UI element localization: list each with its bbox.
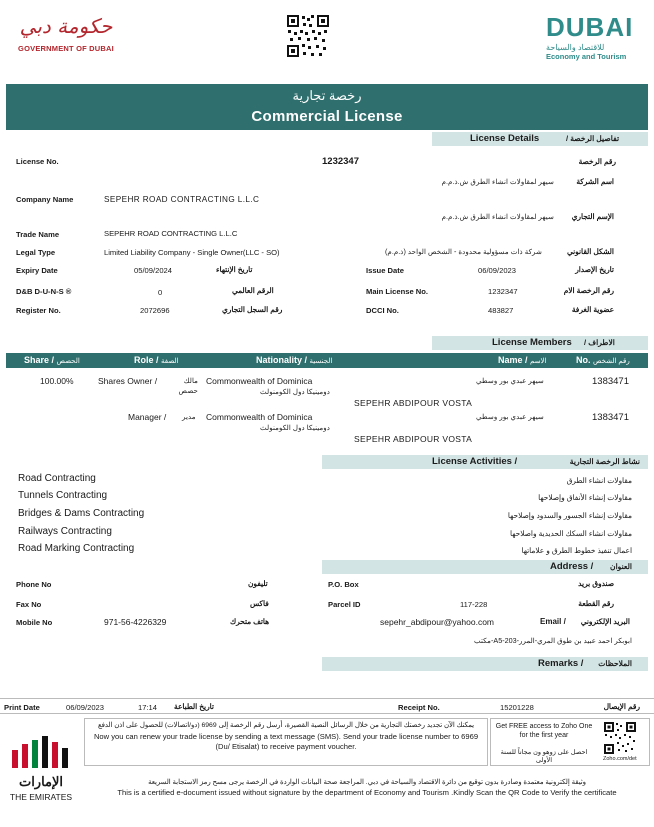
- legal-type-label: Legal Type: [16, 248, 56, 257]
- dcci-no-value: 483827: [488, 306, 514, 315]
- address-bar-ar: العنوان: [610, 562, 632, 571]
- member-share: 100.00%: [40, 376, 74, 386]
- mobile-label: Mobile No: [16, 618, 53, 627]
- government-of-dubai-logo: [6, 14, 126, 62]
- license-details-bar-ar: / تفاصيل الرخصة: [566, 134, 620, 143]
- title-arabic: رخصة تجارية: [292, 88, 362, 103]
- license-members-bar-ar: / الاطراف: [584, 338, 615, 347]
- member-nationality: Commonwealth of Dominica: [206, 412, 313, 422]
- det-logo-brand: DUBAI: [546, 12, 634, 42]
- issue-date-value: 06/09/2023: [478, 266, 517, 275]
- trade-name-value: SEPEHR ROAD CONTRACTING L.L.C: [104, 229, 238, 238]
- activity-ar: مقاولات إنشاء الأنفاق وإصلاحها: [538, 493, 632, 502]
- trade-name-ar-value: سيهر لمقاولات انشاء الطرق ش.ذ.م.م: [441, 212, 554, 221]
- receipt-label: Receipt No.: [398, 703, 440, 712]
- the-emirates-logo: [4, 736, 78, 814]
- license-no-value: 1232347: [322, 156, 359, 167]
- activity-en: Tunnels Contracting: [18, 490, 108, 501]
- dcci-no-label: DCCI No.: [366, 306, 399, 315]
- license-activities-bar-ar: نشاط الرخصة التجارية: [569, 457, 640, 466]
- member-no: 1383471: [592, 376, 629, 387]
- zoho-offer[interactable]: [490, 718, 650, 766]
- pobox-label: P.O. Box: [328, 580, 359, 589]
- zoho-qr-code-icon[interactable]: [603, 721, 637, 755]
- col-share: Share /: [24, 355, 55, 365]
- gov-logo-arabic: حكومة دبي: [19, 14, 113, 38]
- issue-date-label-ar: تاريخ الإصدار: [575, 265, 614, 274]
- license-activities-bar-en: License Activities /: [432, 456, 518, 467]
- phone-label: Phone No: [16, 580, 52, 589]
- emirates-bars-icon: [10, 736, 70, 770]
- qr-code-top[interactable]: [286, 14, 330, 58]
- title-english: Commercial License: [251, 108, 403, 125]
- register-no-label-ar: رقم السجل التجاري: [222, 305, 283, 314]
- member-role: Shares Owner /: [98, 376, 158, 386]
- main-license-value: 1232347: [488, 287, 518, 296]
- main-license-label: Main License No.: [366, 287, 429, 296]
- fax-label-ar: فاكس: [250, 599, 269, 608]
- email-label: Email /: [540, 617, 566, 626]
- sms-notice-en: Now you can renew your trade license by sending a text message (SMS). Send your trade license number to 6969 (Du/ Etisalat) to receive payment voucher.: [93, 732, 479, 751]
- activity-en: Road Marking Contracting: [18, 543, 135, 554]
- col-name-ar: الاسم: [530, 358, 547, 365]
- legal-type-value: Limited Liability Company - Single Owner(LLC - SO): [104, 248, 280, 257]
- det-logo-arabic: للاقتصاد والسياحة: [546, 43, 605, 52]
- member-name: SEPEHR ABDIPOUR VOSTA: [354, 434, 473, 444]
- address-ar-value: ابوبكر احمد عبيد بن طوق المري-المرر-203-A5-مكتب: [473, 636, 632, 645]
- duns-label: D&B D-U-N-S ®: [16, 287, 72, 296]
- parcel-id-label-ar: رقم القطعة: [578, 599, 614, 608]
- issue-date-label: Issue Date: [366, 266, 404, 275]
- print-date-value: 06/09/2023: [66, 703, 105, 712]
- member-role-ar: مالك حصص: [178, 376, 198, 395]
- sms-notice: [84, 718, 488, 766]
- expiry-date-value: 05/09/2024: [134, 266, 173, 275]
- dcci-no-label-ar: عضوية الغرفة: [571, 305, 614, 314]
- table-row: [6, 408, 648, 448]
- license-no-label: License No.: [16, 157, 59, 166]
- legal-type-ar-value: شركة ذات مسؤولية محدودة - الشخص الواحد (ذ.م.م): [385, 247, 542, 256]
- phone-label-ar: تليفون: [248, 579, 268, 588]
- trade-name-label-ar: الإسم التجاري: [571, 212, 614, 221]
- member-no: 1383471: [592, 412, 629, 423]
- license-details-bar-en: License Details: [470, 133, 540, 144]
- certification-ar: وثيقة إلكترونية معتمدة وصادرة بدون توقيع من دائرة الاقتصاد والسياحة في دبي. المراجعة صحة البيانات الواردة في الرخصة يرجى مسح رمز الاستجابة السريعة: [148, 779, 586, 786]
- expiry-date-label-ar: تاريخ الإنتهاء: [216, 265, 253, 274]
- zoho-offer-ar: احصل على زوهو ون مجاناً للسنة الأولى: [500, 749, 588, 764]
- activity-ar: اعمال تنفيذ خطوط الطرق و علاماتها: [521, 546, 632, 555]
- col-name: Name /: [498, 355, 528, 365]
- member-nationality: Commonwealth of Dominica: [206, 376, 313, 386]
- member-role: Manager /: [128, 412, 167, 422]
- email-value[interactable]: sepehr_abdipour@yahoo.com: [380, 617, 495, 627]
- activity-en: Bridges & Dams Contracting: [18, 508, 145, 519]
- address-bar-en: Address /: [550, 561, 594, 572]
- remarks-bar-ar: الملاحظات: [598, 659, 632, 668]
- email-label-ar: البريد الإلكتروني: [580, 617, 630, 626]
- title-banner: [6, 84, 648, 130]
- activity-ar: مقاولات إنشاء الجسور والسدود وإصلاحها: [507, 511, 632, 520]
- member-role-ar: مدير: [182, 412, 196, 421]
- emirates-ar: الإمارات: [18, 774, 64, 789]
- sms-notice-ar: يمكنك الآن تجديد رخصتك التجارية من خلال الرسائل النصية القصيرة، أرسل رقم الرخصة إلى 6969 (دو/اتصالات) للحصول على اذن الدفع: [97, 722, 475, 729]
- print-row: [0, 698, 654, 714]
- main-license-label-ar: رقم الرخصة الام: [563, 286, 614, 295]
- member-nationality-ar: دومينيكا دول الكومنولث: [260, 387, 330, 396]
- member-nationality-ar: دومينيكا دول الكومنولث: [260, 423, 330, 432]
- activity-ar: مقاولات انشاء الطرق: [566, 476, 632, 485]
- parcel-id-label: Parcel ID: [328, 600, 361, 609]
- license-members-bar-en: License Members: [492, 337, 572, 348]
- dubai-economy-tourism-logo: [546, 12, 646, 66]
- receipt-label-ar: رقم الإيصال: [603, 702, 640, 711]
- license-no-label-ar: رقم الرخصة: [578, 157, 616, 166]
- remarks-bar-en: Remarks /: [538, 658, 584, 669]
- duns-label-ar: الرقم العالمي: [232, 286, 274, 295]
- fax-label: Fax No: [16, 600, 42, 609]
- print-date-label: Print Date: [4, 703, 40, 712]
- mobile-label-ar: هاتف متحرك: [230, 617, 270, 626]
- trade-name-label: Trade Name: [16, 230, 60, 239]
- legal-type-label-ar: الشكل القانوني: [566, 247, 614, 256]
- pobox-label-ar: صندوق بريد: [578, 579, 614, 588]
- member-name: SEPEHR ABDIPOUR VOSTA: [354, 398, 473, 408]
- emirates-en: THE EMIRATES: [9, 792, 73, 802]
- col-no-ar: رقم الشخص: [593, 358, 630, 365]
- activity-en: Road Contracting: [18, 473, 96, 484]
- company-name-label: Company Name: [16, 195, 74, 204]
- register-no-label: Register No.: [16, 306, 61, 315]
- company-name-label-ar: اسم الشركة: [576, 177, 614, 186]
- member-name-ar: سيهر عبدي بور وسطي: [476, 412, 544, 421]
- activity-en: Railways Contracting: [18, 526, 112, 537]
- parcel-id-value: 117-228: [460, 600, 488, 609]
- address-bar: [322, 560, 648, 574]
- members-table-header: [6, 353, 648, 368]
- receipt-value: 15201228: [500, 703, 534, 712]
- duns-value: 0: [158, 288, 163, 297]
- col-nationality: Nationality /: [256, 355, 308, 365]
- member-name-ar: سيهر عبدي بور وسطي: [476, 376, 544, 385]
- col-share-ar: الحصص: [56, 358, 80, 365]
- expiry-date-label: Expiry Date: [16, 266, 58, 275]
- col-nationality-ar: الجنسية: [309, 358, 333, 365]
- activity-ar: مقاولات انشاء السكك الحديدية واصلاحها: [510, 529, 632, 538]
- col-role-ar: الصفة: [161, 358, 179, 365]
- certification-en: This is a certified e-document issued without signature by the department of Economy and Tourism .Kindly Scan the QR Code to Verify the certificate: [117, 788, 617, 797]
- col-no: No.: [576, 355, 591, 365]
- register-no-value: 2072696: [140, 306, 170, 315]
- gov-logo-text: GOVERNMENT OF DUBAI: [18, 44, 114, 53]
- zoho-caption: Zoho.com/det: [603, 756, 637, 762]
- company-name-ar-value: سيهر لمقاولات انشاء الطرق ش.ذ.م.م: [441, 177, 554, 186]
- company-name-value: SEPEHR ROAD CONTRACTING L.L.C: [104, 195, 260, 204]
- mobile-value: 971-56-4226329: [104, 617, 167, 627]
- print-time-value: 17:14: [138, 703, 158, 712]
- zoho-offer-en: Get FREE access to Zoho One for the first year: [495, 723, 593, 739]
- det-logo-text: Economy and Tourism: [546, 52, 627, 61]
- print-date-label-ar: تاريخ الطباعة: [174, 702, 214, 711]
- certification-notice: [84, 776, 650, 820]
- col-role: Role /: [134, 355, 159, 365]
- table-row: [6, 372, 648, 412]
